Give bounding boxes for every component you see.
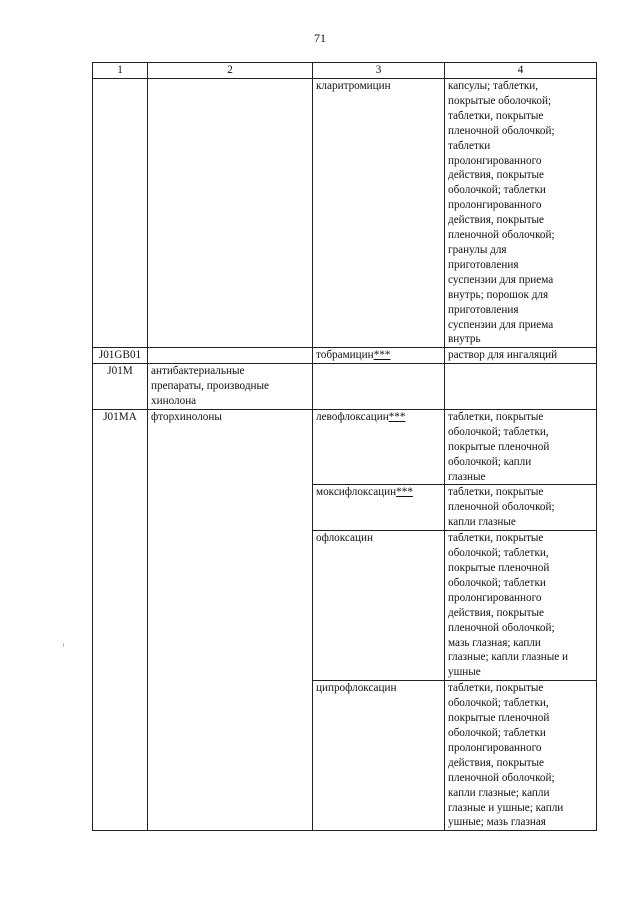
- header-col-4: 4: [445, 63, 597, 79]
- drug-name: [313, 409, 445, 485]
- dosage-form-line: оболочкой; таблетки: [448, 184, 546, 197]
- table-row: [93, 348, 597, 364]
- dosage-form-line: приготовления: [448, 303, 519, 316]
- group-name: [148, 409, 313, 830]
- dosage-form-line: действия, покрытые: [448, 169, 545, 182]
- scan-mark: [63, 643, 64, 647]
- drug-name-text: левофлоксацин: [316, 410, 389, 423]
- drug-name: [313, 79, 445, 348]
- dosage-form-line: действия, покрытые: [448, 214, 545, 227]
- dosage-form-line: таблетки, покрытые: [448, 682, 544, 695]
- dosage-form-line: мазь глазная; капли: [448, 636, 541, 649]
- drug-name: [313, 364, 445, 410]
- dosage-form-line: глазные: [448, 470, 486, 483]
- atc-code: J01GB01: [93, 348, 148, 364]
- dosage-form-line: ушные: [448, 666, 481, 679]
- dosage-form-line: суспензии для приема: [448, 273, 554, 286]
- dosage-form-line: приготовления: [448, 258, 519, 271]
- dosage-form-line: таблетки, покрытые: [448, 486, 544, 499]
- dosage-form-line: внутрь; порошок для: [448, 288, 549, 301]
- drug-mark: ***: [396, 486, 413, 499]
- group-name: [148, 364, 313, 410]
- dosage-form-line: оболочкой; таблетки,: [448, 697, 549, 710]
- drug-name-text: ципрофлоксацин: [316, 682, 397, 695]
- dosage-form-line: пролонгированного: [448, 591, 542, 604]
- dosage-form-line: гранулы для: [448, 243, 507, 256]
- dosage-form-line: оболочкой; таблетки,: [448, 547, 549, 560]
- header-col-3: 3: [313, 63, 445, 79]
- dosage-form-line: покрытые оболочкой;: [448, 94, 552, 107]
- group-name-line: хинолона: [151, 395, 197, 408]
- dosage-form-line: покрытые пленочной: [448, 712, 550, 725]
- dosage-form-line: пленочной оболочкой;: [448, 621, 555, 634]
- dosage-form-line: покрытые пленочной: [448, 562, 550, 574]
- dosage-forms: [445, 364, 597, 410]
- dosage-form-line: суспензии для приема: [448, 318, 554, 331]
- atc-code: J01M: [93, 364, 148, 410]
- drug-name-text: тобрамицин: [316, 349, 374, 362]
- dosage-forms: [445, 485, 597, 531]
- table-row: [93, 364, 597, 410]
- dosage-form-line: таблетки, покрытые: [448, 109, 544, 122]
- drug-name-text: офлоксацин: [316, 532, 373, 545]
- group-name-line: антибактериальные: [151, 365, 245, 378]
- dosage-form-line: капли глазные; капли: [448, 786, 550, 799]
- table-row: [93, 409, 597, 485]
- dosage-form-line: пленочной оболочкой;: [448, 501, 555, 514]
- dosage-forms: [445, 348, 597, 364]
- dosage-form-line: пленочной оболочкой;: [448, 771, 555, 784]
- dosage-form-line: покрытые пленочной: [448, 440, 550, 453]
- dosage-form-line: раствор для ингаляций: [448, 349, 558, 362]
- drug-table: [92, 62, 597, 831]
- dosage-form-line: пленочной оболочкой;: [448, 229, 555, 242]
- dosage-form-line: капли глазные: [448, 516, 516, 529]
- drug-mark: ***: [388, 410, 406, 423]
- dosage-forms: [445, 79, 597, 348]
- dosage-form-line: пролонгированного: [448, 154, 542, 167]
- table-row: [93, 79, 597, 348]
- dosage-form-line: ушные; мазь глазная: [448, 816, 546, 829]
- drug-name-text: кларитромицин: [316, 80, 391, 92]
- header-col-1: 1: [93, 63, 148, 79]
- dosage-form-line: глазные; капли глазные и: [448, 651, 569, 664]
- dosage-form-line: оболочкой; таблетки: [448, 726, 546, 739]
- drug-name: [313, 681, 445, 831]
- dosage-form-line: оболочкой; капли: [448, 455, 532, 468]
- dosage-form-line: пролонгированного: [448, 741, 542, 754]
- dosage-forms: [445, 409, 597, 485]
- dosage-form-line: оболочкой; таблетки: [448, 576, 546, 589]
- dosage-form-line: таблетки, покрытые: [448, 532, 544, 545]
- drug-name: [313, 348, 445, 364]
- drug-mark: ***: [373, 349, 391, 362]
- drug-name-text: моксифлоксацин: [316, 486, 397, 499]
- dosage-form-line: таблетки: [448, 139, 491, 152]
- dosage-form-line: действия, покрытые: [448, 606, 545, 619]
- dosage-form-line: таблетки, покрытые: [448, 410, 544, 423]
- drug-name: [313, 531, 445, 681]
- dosage-forms: [445, 681, 597, 831]
- group-name-line: препараты, производные: [151, 380, 269, 393]
- dosage-form-line: действия, покрытые: [448, 756, 545, 769]
- dosage-forms: [445, 531, 597, 681]
- dosage-form-line: внутрь: [448, 333, 481, 346]
- dosage-form-line: пролонгированного: [448, 199, 542, 212]
- drug-name: [313, 485, 445, 531]
- group-name-line: фторхинолоны: [151, 410, 222, 423]
- page-number: 71: [314, 31, 326, 45]
- atc-code: J01MA: [93, 409, 148, 830]
- group-name: [148, 348, 313, 364]
- dosage-form-line: капсулы; таблетки,: [448, 80, 539, 92]
- atc-code: [93, 79, 148, 348]
- dosage-form-line: пленочной оболочкой;: [448, 124, 555, 137]
- header-col-2: 2: [148, 63, 313, 79]
- dosage-form-line: оболочкой; таблетки,: [448, 425, 549, 438]
- table-header-row: [93, 63, 597, 79]
- dosage-form-line: глазные и ушные; капли: [448, 801, 564, 814]
- group-name: [148, 79, 313, 348]
